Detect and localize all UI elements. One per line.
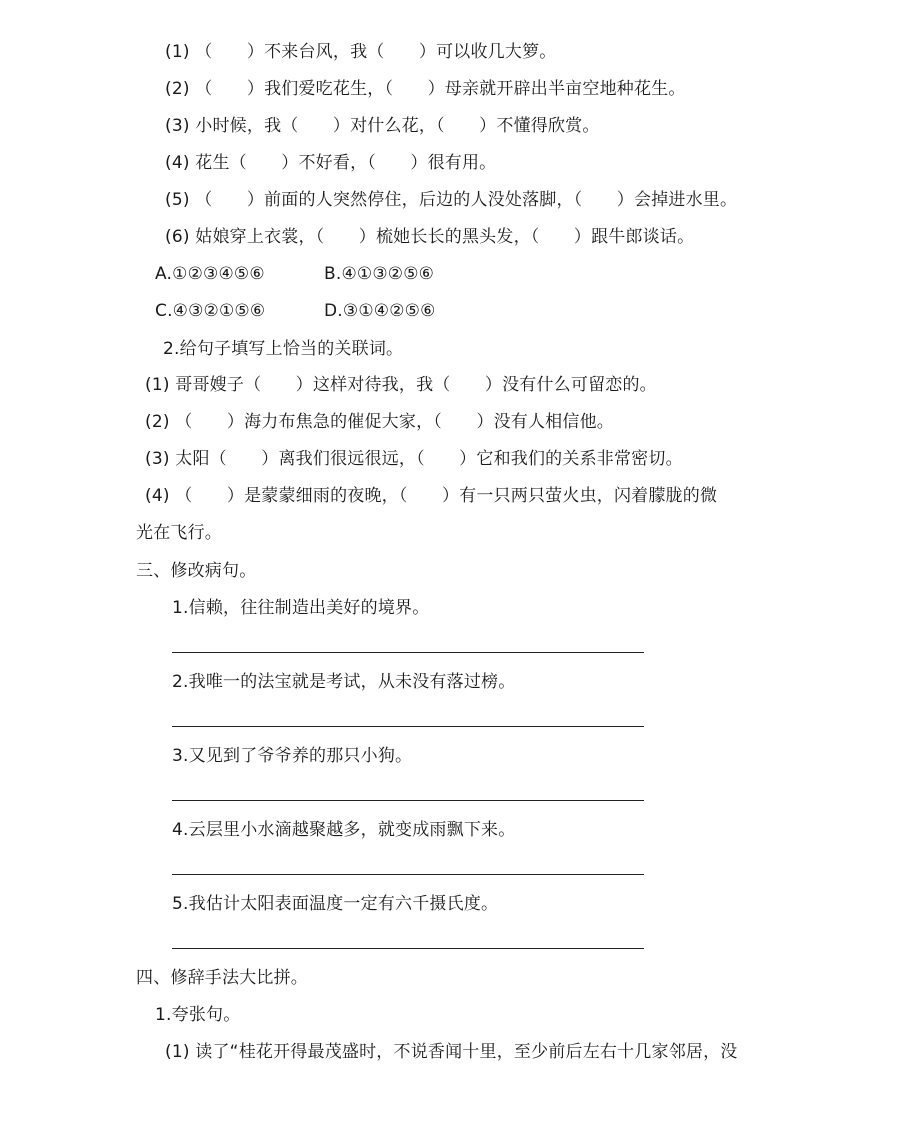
- section-3-heading: 三、修改病句。: [136, 561, 257, 581]
- section-4-subheading: 1.夸张句。: [155, 1005, 241, 1025]
- sentence-5: 5.我估计太阳表面温度一定有六千摄氏度。: [172, 894, 499, 914]
- q2-item-4: (4) （ ）是蒙蒙细雨的夜晚，（ ）有一只两只萤火虫，闪着朦胧的微: [145, 486, 718, 506]
- q2-title: 2.给句子填写上恰当的关联词。: [163, 339, 404, 359]
- answer-line-3[interactable]: [172, 800, 644, 801]
- q2-item-1: (1) 哥哥嫂子（ ）这样对待我，我（ ）没有什么可留恋的。: [145, 375, 657, 395]
- answer-line-2[interactable]: [172, 726, 644, 727]
- option-b: B.④①③②⑤⑥: [324, 264, 435, 284]
- sentence-3: 3.又见到了爷爷养的那只小狗。: [172, 746, 413, 766]
- q1-item-4: (4) 花生（ ）不好看，（ ）很有用。: [165, 153, 497, 173]
- option-c: C.④③②①⑤⑥: [155, 301, 266, 321]
- answer-line-1[interactable]: [172, 652, 644, 653]
- sentence-2: 2.我唯一的法宝就是考试，从未没有落过榜。: [172, 672, 516, 692]
- q1-item-3: (3) 小时候，我（ ）对什么花，（ ）不懂得欣赏。: [165, 116, 600, 136]
- option-a: A.①②③④⑤⑥: [155, 264, 265, 284]
- answer-line-4[interactable]: [172, 874, 644, 875]
- q1-item-2: (2) （ ）我们爱吃花生，（ ）母亲就开辟出半亩空地种花生。: [165, 79, 686, 99]
- q2-item-4-continuation: 光在飞行。: [136, 523, 222, 543]
- section-4-heading: 四、修辞手法大比拼。: [136, 968, 308, 988]
- sentence-4: 4.云层里小水滴越聚越多，就变成雨飘下来。: [172, 820, 516, 840]
- answer-line-5[interactable]: [172, 948, 644, 949]
- sentence-1: 1.信赖，往往制造出美好的境界。: [172, 598, 430, 618]
- option-d: D.③①④②⑤⑥: [324, 301, 436, 321]
- q2-item-3: (3) 太阳（ ）离我们很远很远，（ ）它和我们的关系非常密切。: [145, 449, 683, 469]
- q1-item-6: (6) 姑娘穿上衣裳，（ ）梳她长长的黑头发，（ ）跟牛郎谈话。: [165, 227, 695, 247]
- section-4-item-1: (1) 读了“桂花开得最茂盛时，不说香闻十里，至少前后左右十几家邻居，没: [165, 1042, 738, 1062]
- q1-item-1: (1) （ ）不来台风，我（ ）可以收几大箩。: [165, 42, 557, 62]
- q2-item-2: (2) （ ）海力布焦急的催促大家，（ ）没有人相信他。: [145, 412, 614, 432]
- q1-item-5: (5) （ ）前面的人突然停住，后边的人没处落脚，（ ）会掉进水里。: [165, 190, 738, 210]
